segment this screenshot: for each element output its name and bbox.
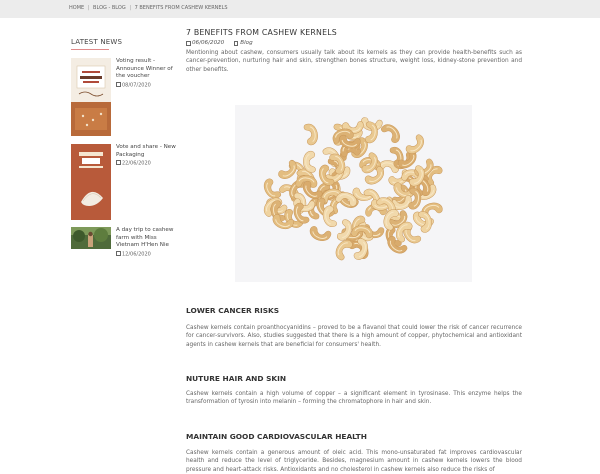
news-title[interactable]: Vote and share - New Packaging <box>116 144 176 158</box>
post-meta <box>186 40 522 46</box>
news-text <box>116 58 178 88</box>
post-category[interactable]: Blog <box>240 40 253 46</box>
breadcrumb <box>69 5 228 11</box>
article <box>186 28 522 473</box>
breadcrumb-separator: | <box>87 5 90 11</box>
calendar-icon <box>116 251 121 256</box>
section-body: Cashew kernels contain a high volume of copper – a significant element in tyrosinase. This enzyme helps the transformation of tyrosin into melanin – forming the chromatophore in hair and skin. <box>186 391 522 406</box>
breadcrumb-home[interactable]: HOME <box>69 5 85 11</box>
news-date: 08/07/2020 <box>116 82 178 89</box>
section-heading: MAINTAIN GOOD CARDIOVASCULAR HEALTH <box>186 432 367 441</box>
news-text <box>116 144 178 167</box>
news-date: 22/06/2020 <box>116 160 178 167</box>
post-title: 7 BENEFITS FROM CASHEW KERNELS <box>186 28 337 37</box>
breadcrumb-blog[interactable]: BLOG - BLOG <box>93 5 126 11</box>
sidebar-title-underline <box>71 49 109 50</box>
calendar-icon <box>186 41 191 46</box>
news-title[interactable]: Voting result - Announce Winner of the voucher <box>116 58 173 80</box>
section-body: Cashew kernels contain proanthocyanidins – proved to be a flavanol that could lower the risk of cancer recurrence for cancer-survivors. Also, studies suggested that there is a high amount of copper, phytochemical and antioxidant agents in cashew kernels that are beneficial for consumers' health. <box>186 325 522 348</box>
sidebar-latest-news <box>71 38 181 258</box>
breadcrumb-separator: | <box>129 5 132 11</box>
cashew-kernels-photo <box>235 105 472 282</box>
news-title[interactable]: A day trip to cashew farm with Miss Vietnam H'Hen Nie <box>116 227 174 249</box>
calendar-icon <box>116 160 121 165</box>
cashew-gift-box-image[interactable] <box>71 58 111 136</box>
breadcrumb-current: 7 BENEFITS FROM CASHEW KERNELS <box>134 5 228 11</box>
calendar-icon <box>116 82 121 87</box>
post-date: 06/06/2020 <box>192 40 225 46</box>
news-date: 12/06/2020 <box>116 251 178 258</box>
sidebar-title: LATEST NEWS <box>71 38 123 46</box>
top-bar <box>0 0 600 18</box>
post-intro: Mentioning about cashew, consumers usually talk about its kernels as they can provide health-benefits such as cancer-prevention, nurturing hair and skin, strengthen bones structure, weight loss, kidney-stone prevention and other benefits. <box>186 50 522 73</box>
cashew-farm-image[interactable] <box>71 227 111 249</box>
section-heading: NUTURE HAIR AND SKIN <box>186 374 287 383</box>
news-text <box>116 227 178 257</box>
cashew-packaging-image[interactable] <box>71 144 111 220</box>
section-body: Cashew kernels contain a generous amount of oleic acid. This mono-unsaturated fat improves cardiovascular health and reduce the level of triglyceride. Besides, magnesium amount in cashew kernels lowers the blood pressure and heart-attack risks. Antioxidants and no cholesterol in cashew kernels also reduce the risks of <box>186 450 522 473</box>
section-heading: LOWER CANCER RISKS <box>186 306 280 315</box>
category-icon <box>234 41 238 46</box>
